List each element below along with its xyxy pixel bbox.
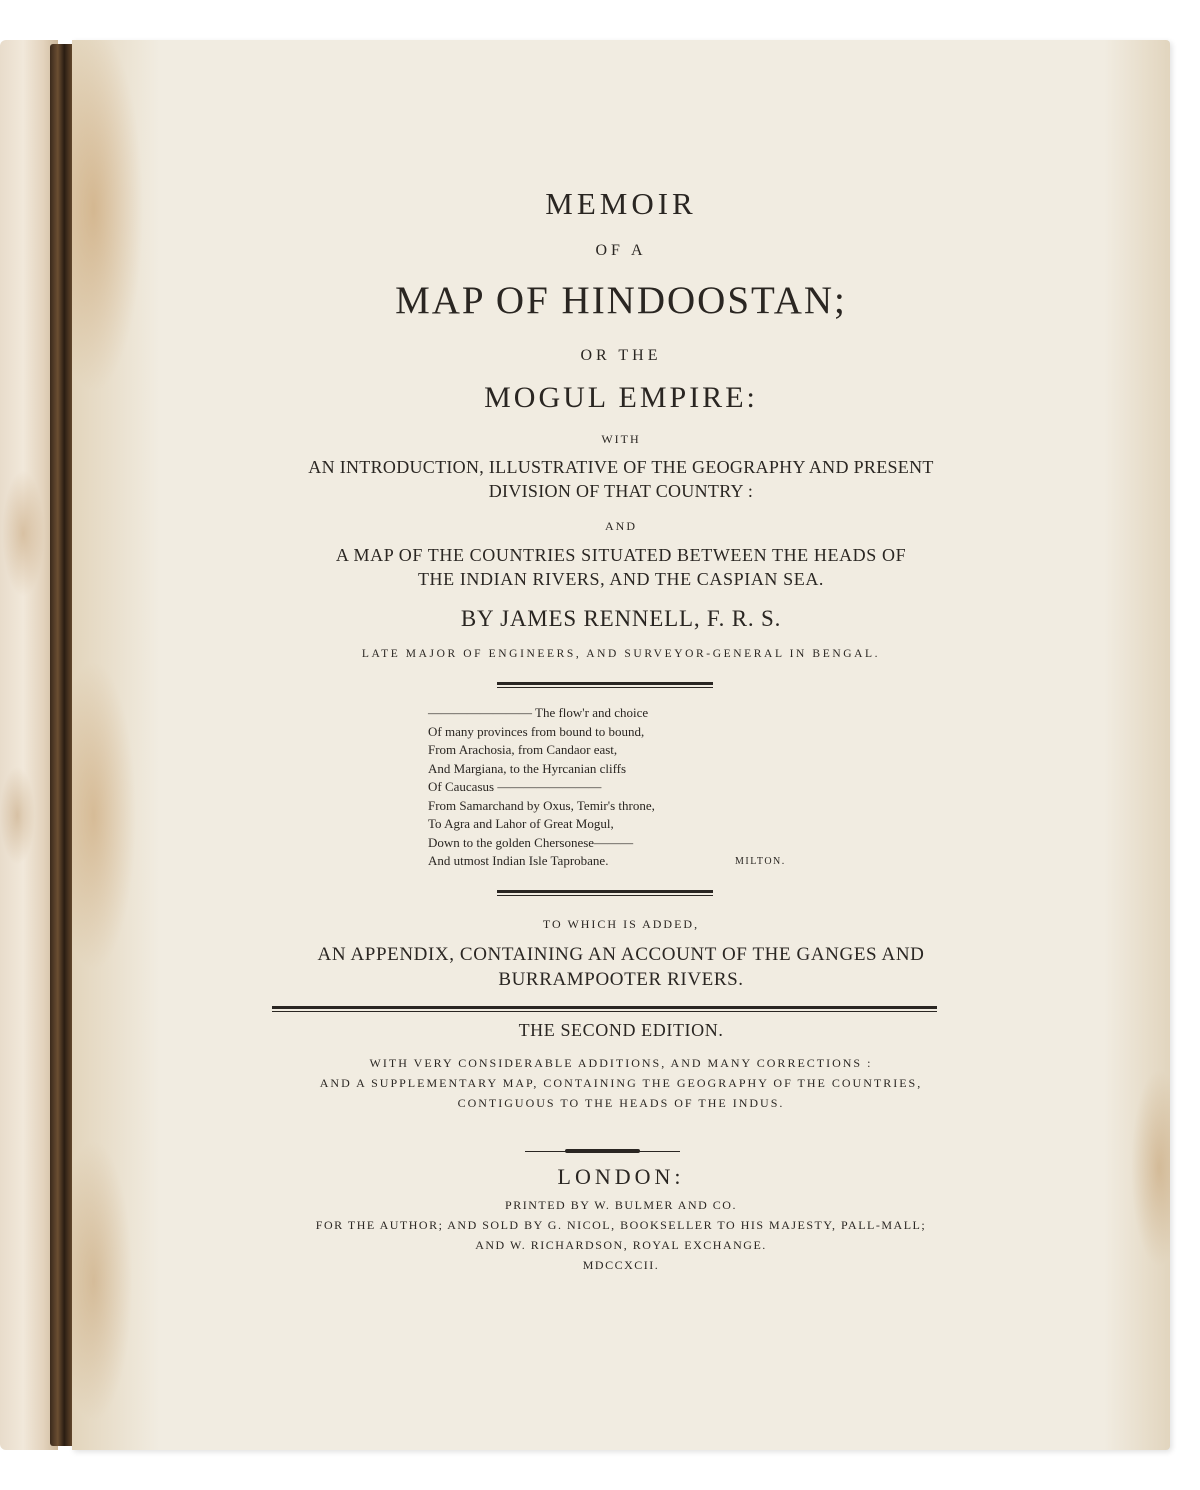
epigraph-attribution: MILTON. (735, 856, 786, 867)
appendix-added: TO WHICH IS ADDED, (542, 917, 700, 931)
countries-line-1: A MAP OF THE COUNTRIES SITUATED BETWEEN THE HEADS OF (335, 545, 907, 565)
appendix-line-2: BURRAMPOOTER RIVERS. (498, 969, 744, 990)
epigraph-line: ———————— The flow'r and choice (428, 705, 649, 720)
title-of-a: OF A (595, 242, 647, 259)
author-title: LATE MAJOR OF ENGINEERS, AND SURVEYOR-GENERAL IN BENGAL. (361, 648, 881, 660)
title-or-the: OR THE (580, 347, 662, 364)
epigraph-line: Of many provinces from bound to bound, (428, 723, 645, 739)
imprint-year: MDCCXCII. (582, 1258, 660, 1272)
rule-long (272, 1006, 937, 1012)
edition-line-1: WITH VERY CONSIDERABLE ADDITIONS, AND MANY CORRECTIONS : (369, 1056, 873, 1070)
rule-upper (497, 682, 713, 688)
epigraph-line: And utmost Indian Isle Taprobane. (428, 853, 609, 868)
edition-line-3: CONTIGUOUS TO THE HEADS OF THE INDUS. (457, 1096, 785, 1110)
title-mogul-empire: MOGUL EMPIRE: (484, 381, 758, 414)
imprint-printer: PRINTED BY W. BULMER AND CO. (505, 1198, 737, 1212)
imprint-seller-2: AND W. RICHARDSON, ROYAL EXCHANGE. (475, 1238, 767, 1252)
epigraph-line: Down to the golden Chersonese——— (428, 834, 634, 850)
rule-middle (497, 890, 713, 896)
title-and: AND (605, 519, 637, 533)
author-name: BY JAMES RENNELL, F. R. S. (460, 606, 782, 631)
countries-line-2: THE INDIAN RIVERS, AND THE CASPIAN SEA. (417, 569, 825, 589)
appendix-line-1: AN APPENDIX, CONTAINING AN ACCOUNT OF THE GANGES AND (317, 944, 925, 965)
epigraph (428, 704, 848, 871)
edition-name: THE SECOND EDITION. (518, 1020, 724, 1040)
epigraph-line: From Samarchand by Oxus, Temir's throne, (428, 797, 655, 813)
intro-line-1: AN INTRODUCTION, ILLUSTRATIVE OF THE GEOGRAPHY AND PRESENT (308, 457, 934, 477)
epigraph-line: And Margiana, to the Hyrcanian cliffs (428, 760, 627, 776)
epigraph-line: From Arachosia, from Candaor east, (428, 742, 618, 757)
title-memoir: MEMOIR (545, 186, 697, 221)
rule-ornament-center (565, 1149, 640, 1153)
epigraph-line: To Agra and Lahor of Great Mogul, (428, 816, 614, 831)
imprint-city: LONDON: (557, 1164, 685, 1189)
epigraph-line: Of Caucasus ———————— (428, 779, 602, 794)
imprint-seller: FOR THE AUTHOR; AND SOLD BY G. NICOL, BOOKSELLER TO HIS MAJESTY, PALL-MALL; (315, 1218, 927, 1232)
edition-line-2: AND A SUPPLEMENTARY MAP, CONTAINING THE GEOGRAPHY OF THE COUNTRIES, (319, 1076, 923, 1090)
title-with: WITH (601, 432, 641, 446)
intro-line-2: DIVISION OF THAT COUNTRY : (488, 481, 754, 501)
title-map-of-hindoostan: MAP OF HINDOOSTAN; (395, 279, 847, 322)
